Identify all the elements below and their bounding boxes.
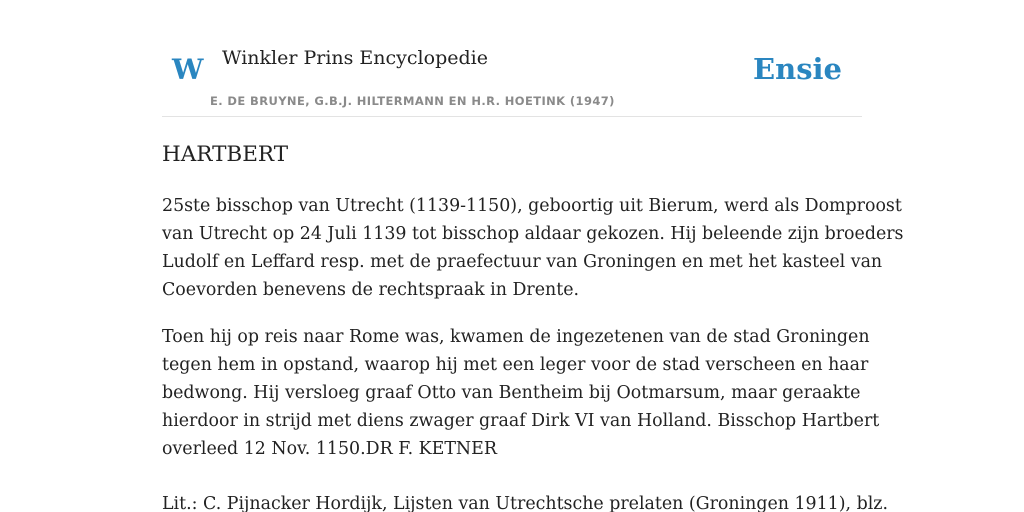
article-paragraph [162, 192, 904, 304]
paragraph-line: Ludolf en Leffard resp. met de praefectuur van Groningen en met het kasteel van [162, 252, 883, 272]
paragraph-line: overleed 12 Nov. 1150.DR F. KETNER [162, 439, 497, 459]
paragraph-line: Toen hij op reis naar Rome was, kwamen de ingezetenen van de stad Groningen [162, 327, 870, 347]
paragraph-line: tegen hem in opstand, waarop hij met een leger voor de stad verscheen en haar [162, 355, 869, 375]
literature-reference [162, 490, 888, 512]
paragraph-line: hierdoor in strijd met diens zwager graaf Dirk VI van Holland. Bisschop Hartbert [162, 411, 880, 431]
authors-credit: E. DE BRUYNE, G.B.J. HILTERMANN EN H.R. HOETINK (1947) [210, 94, 615, 108]
paragraph-line: 25ste bisschop van Utrecht (1139-1150), geboortig uit Bierum, werd als Domproost [162, 196, 902, 216]
winkler-prins-logo-icon[interactable]: W [172, 53, 204, 86]
article-title: HARTBERT [162, 142, 289, 167]
paragraph-line: Lit.: C. Pijnacker Hordijk, Lijsten van Utrechtsche prelaten (Groningen 1911), blz. [162, 494, 888, 512]
site-header [162, 0, 862, 117]
paragraph-line: Coevorden benevens de rechtspraak in Drente. [162, 280, 580, 300]
site-title[interactable]: Winkler Prins Encyclopedie [222, 47, 488, 69]
paragraph-line: van Utrecht op 24 Juli 1139 tot bisschop aldaar gekozen. Hij beleende zijn broeders [162, 224, 904, 244]
paragraph-line: bedwong. Hij versloeg graaf Otto van Bentheim bij Ootmarsum, maar geraakte [162, 383, 861, 403]
article-paragraph [162, 323, 880, 463]
ensie-logo-link[interactable]: Ensie [753, 52, 842, 86]
